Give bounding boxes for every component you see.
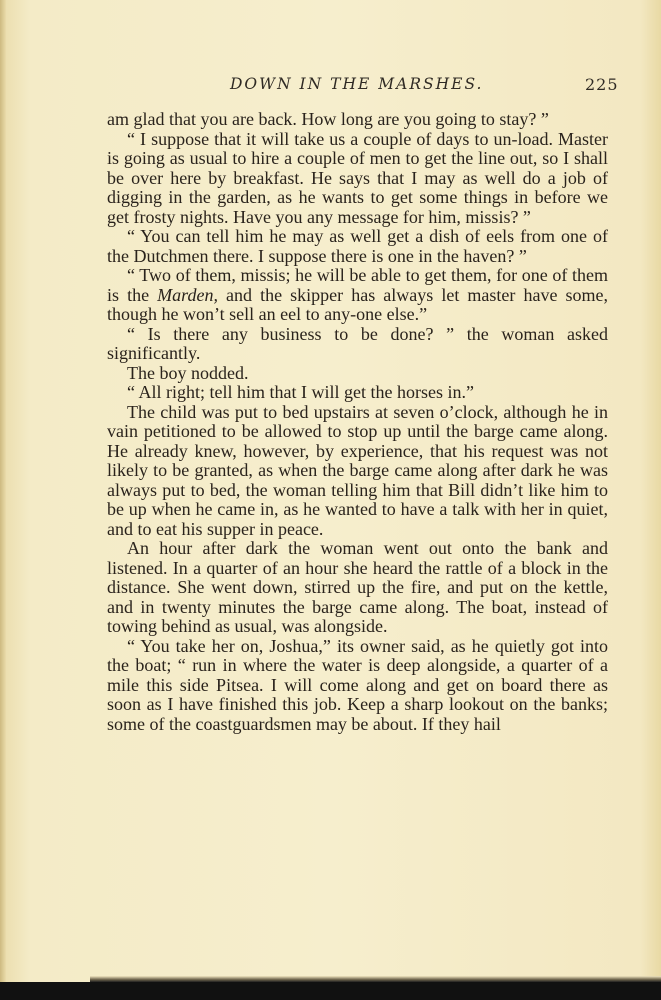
paragraph: am glad that you are back. How long are you going to stay? ” (107, 109, 549, 129)
paragraph (107, 266, 608, 325)
running-head (0, 75, 661, 101)
paragraph: “ I suppose that it will take us a couple of days to un-load. Master is going as usual to hire a couple of men to get the line out, so I shall be over here by breakfast. He says that I may as well do a job of digging in the garden, as he wants to get some things in before we get frosty nights. Have you any message for him, missis? ” (107, 128, 608, 227)
scan-bottom-edge (0, 982, 661, 1000)
paragraph: “ You take her on, Joshua,” its owner said, as he quietly got into the boat; “ run in where the water is deep alongside, a quarter of a mile this side Pitsea. I will come along and get on board there as soon as I have finished this job. Keep a sharp lookout on the banks; some of the coastguardsmen may be about. If they hail (107, 635, 608, 734)
paragraph: “ All right; tell him that I will get the horses in.” (127, 382, 474, 402)
body-text (107, 110, 608, 734)
running-head-title: DOWN IN THE MARSHES. (230, 75, 484, 93)
paragraph: The child was put to bed upstairs at seven o’clock, although he in vain petitioned to be allowed to stop up until the barge came along. He already knew, however, by experience, that his request was not likely to be granted, as when the barge came along after dark he was always put to bed, the woman telling him that Bill didn’t like him to be up when he came in, as he wanted to have a talk with her in quiet, and to eat his supper in peace. (107, 401, 608, 539)
paragraph-text: “ Two of them, missis; he will be able to get them, for one of them is the (107, 265, 608, 305)
page-gutter (0, 0, 6, 1000)
ship-name: Marden, (157, 284, 218, 305)
paragraph: The boy nodded. (127, 362, 249, 383)
page-number: 225 (585, 75, 619, 94)
paragraph: “ Is there any business to be done? ” the woman asked significantly. (107, 323, 608, 363)
paragraph-text: and the skipper has always let master have some, though he won’t sell an eel to any-one else.” (107, 284, 608, 324)
paragraph: “ You can tell him he may as well get a dish of eels from one of the Dutchmen there. I suppose there is one in the haven? ” (107, 226, 608, 266)
paragraph: An hour after dark the woman went out onto the bank and listened. In a quarter of an hour she heard the rattle of a block in the distance. She went down, stirred up the fire, and put on the kettle, and in twenty minutes the barge came along. The boat, instead of towing behind as usual, was alongside. (107, 538, 608, 636)
